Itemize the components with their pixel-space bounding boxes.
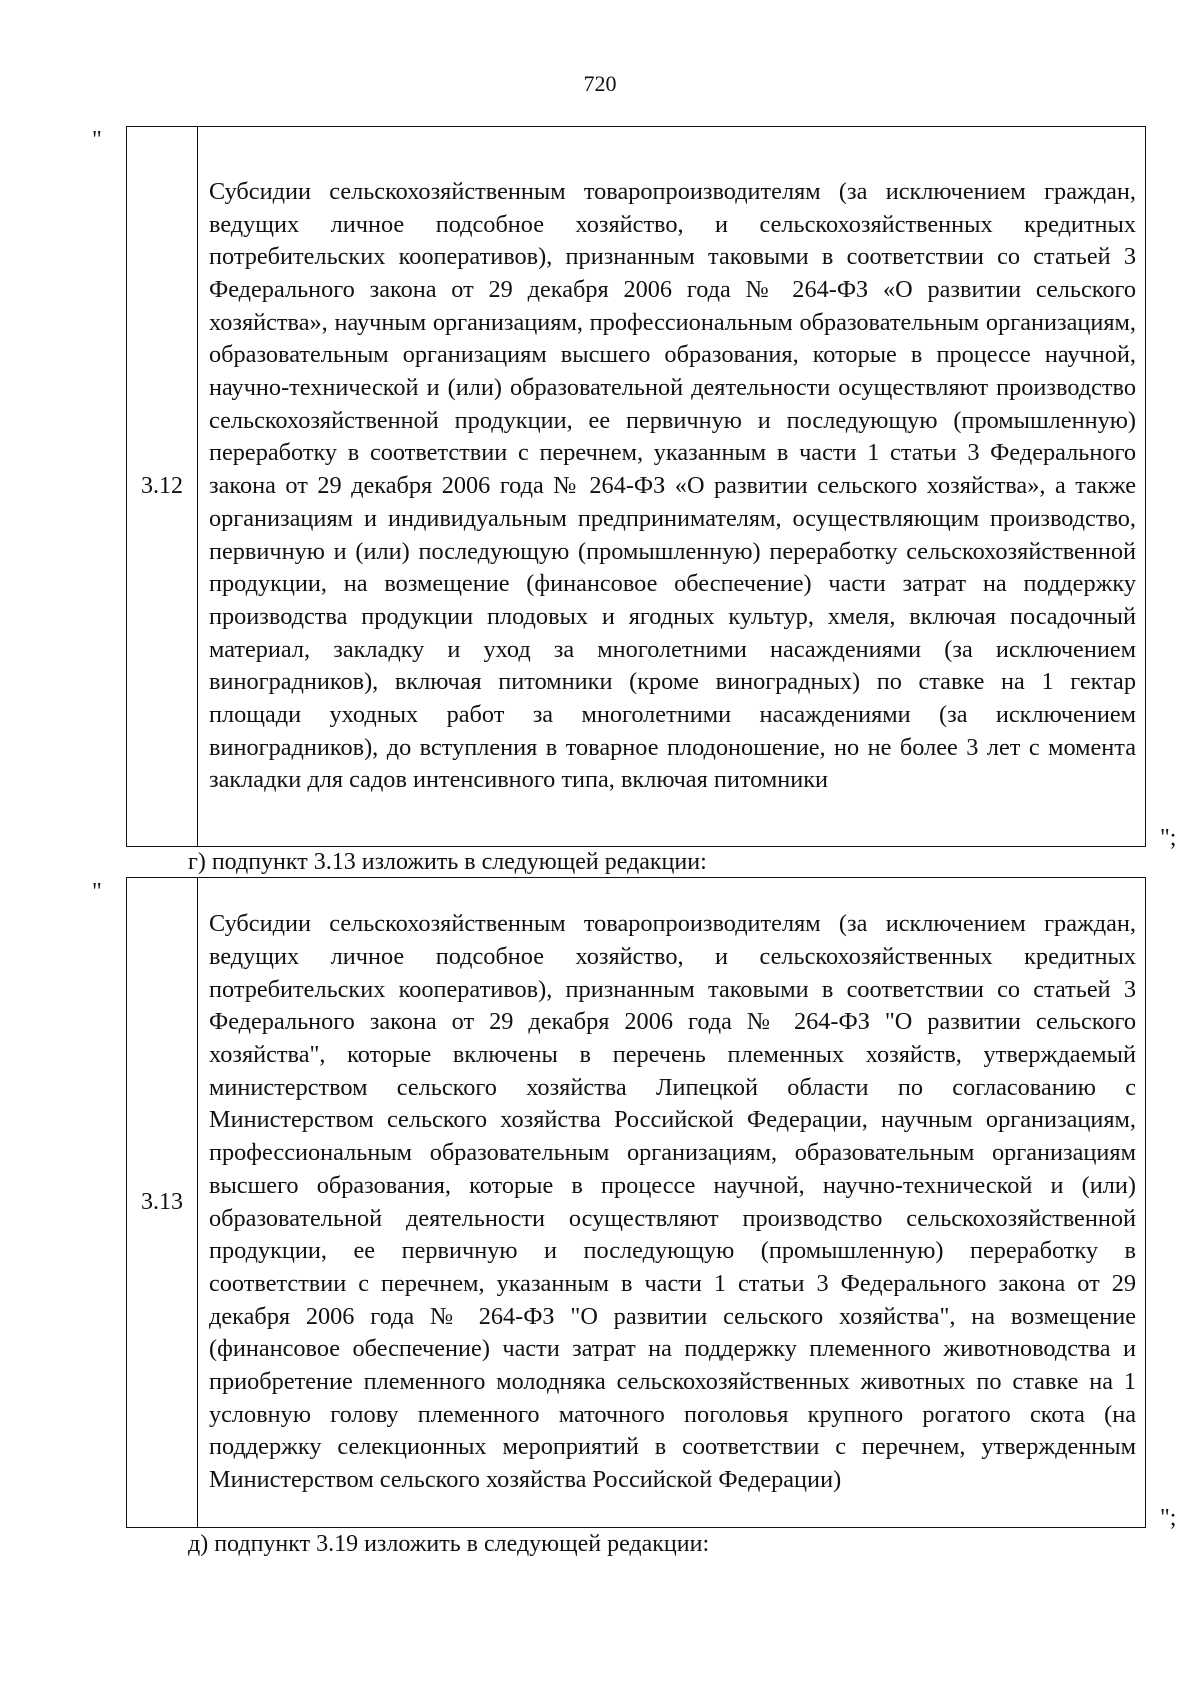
section-text-3-13: Субсидии сельскохозяйственным товаропроизводителям (за исключением граждан, ведущих личное подсобное хозяйство, и сельскохозяйственных кредитных потребительских кооперативов), признанным таковыми в соответствии со статьей 3 Федерального закона от 29 декабря 2006 года № 264-ФЗ "О развитии сельского хозяйства", которые включены в перечень племенных хозяйств, утверждаемый министерством сельского хозяйства Липецкой области по согласованию с Министерством сельского хозяйства Российской Федерации, научным организациям, профессиональным образовательным организациям, образовательным организациям высшего образования, которые в процессе научной, научно-технической и (или) образовательной деятельности осуществляют производство сельскохозяйственной продукции, ее первичную и последующую (промышленную) переработку в соответствии с перечнем, указанным в части 1 статьи 3 Федерального закона от 29 декабря 2006 года № 264-ФЗ "О развитии сельского хозяйства", на возмещение (финансовое обеспечение) части затрат на поддержку племенного животноводства и приобретение племенного молодняка сельскохозяйственных животных по ставке на 1 условную голову племенного маточного поголовья крупного рогатого скота (на поддержку селекционных мероприятий в соответствии с перечнем, утвержденным Министерством сельского хозяйства Российской Федерации): [198, 878, 1146, 1528]
page-number: 720: [583, 71, 617, 96]
instruction-d: д) подпункт 3.19 изложить в следующей редакции:: [188, 1531, 710, 1557]
section-table-3-12: [126, 126, 1146, 847]
close-quote-3-12: ";: [1160, 825, 1177, 851]
section-number-3-12: 3.12: [127, 127, 198, 847]
open-quote-3-12: ": [92, 127, 102, 153]
section-text-3-12: Субсидии сельскохозяйственным товаропроизводителям (за исключением граждан, ведущих личное подсобное хозяйство, и сельскохозяйственных кредитных потребительских кооперативов), признанным таковыми в соответствии со статьей 3 Федерального закона от 29 декабря 2006 года № 264-ФЗ «О развитии сельского хозяйства», научным организациям, профессиональным образовательным организациям, образовательным организациям высшего образования, которые в процессе научной, научно-технической и (или) образовательной деятельности осуществляют производство сельскохозяйственной продукции, ее первичную и последующую (промышленную) переработку в соответствии с перечнем, указанным в части 1 статьи 3 Федерального закона от 29 декабря 2006 года № 264-ФЗ «О развитии сельского хозяйства», а также организациям и индивидуальным предпринимателям, осуществляющим производство, первичную и (или) последующую (промышленную) переработку сельскохозяйственной продукции, на возмещение (финансовое обеспечение) части затрат на поддержку производства продукции плодовых и ягодных культур, хмеля, включая посадочный материал, закладку и уход за многолетними насаждениями (за исключением виноградников), включая питомники (кроме виноградных) по ставке на 1 гектар площади уходных работ за многолетними насаждениями (за исключением виноградников), до вступления в товарное плодоношение, но не более 3 лет с момента закладки для садов интенсивного типа, включая питомники: [198, 127, 1146, 847]
open-quote-3-13: ": [92, 879, 102, 905]
close-quote-3-13: ";: [1160, 1505, 1177, 1531]
section-number-3-13: 3.13: [127, 878, 198, 1528]
instruction-g: г) подпункт 3.13 изложить в следующей редакции:: [188, 849, 707, 875]
section-table-3-13: [126, 877, 1146, 1528]
